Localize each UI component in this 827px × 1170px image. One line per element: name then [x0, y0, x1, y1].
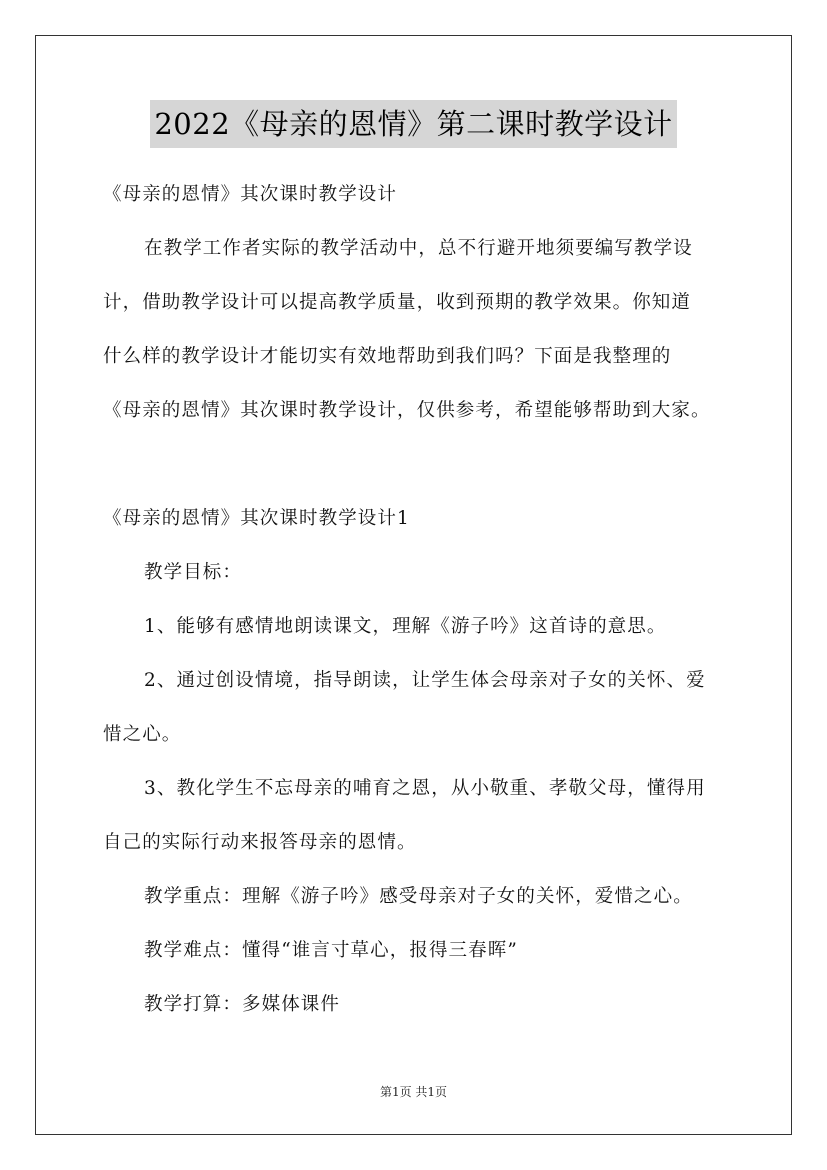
- objective-2-cont: 惜之心。: [103, 724, 182, 745]
- intro-line-2: 计，借助教学设计可以提高教学质量，收到预期的教学效果。你知道: [103, 292, 692, 313]
- objective-1: 1、能够有感情地朗读课文，理解《游子吟》这首诗的意思。: [144, 616, 667, 637]
- title-container: [0, 100, 827, 148]
- difficulty: 教学难点：懂得“谁言寸草心，报得三春晖”: [144, 940, 518, 961]
- subtitle-line: 《母亲的恩情》其次课时教学设计: [103, 184, 398, 205]
- objectives-heading: 教学目标：: [144, 562, 243, 583]
- section-heading: 《母亲的恩情》其次课时教学设计1: [103, 508, 410, 529]
- objective-3-cont: 自己的实际行动来报答母亲的恩情。: [103, 832, 417, 853]
- intro-line-1: 在教学工作者实际的教学活动中，总不行避开地须要编写教学设: [144, 238, 693, 259]
- intro-line-3: 什么样的教学设计才能切实有效地帮助到我们吗？下面是我整理的: [103, 346, 672, 367]
- preparation: 教学打算：多媒体课件: [144, 994, 341, 1015]
- intro-line-4: 《母亲的恩情》其次课时教学设计，仅供参考，希望能够帮助到大家。: [103, 400, 711, 421]
- key-point: 教学重点：理解《游子吟》感受母亲对子女的关怀，爱惜之心。: [144, 886, 693, 907]
- page-footer: 第1页 共1页: [379, 1085, 448, 1099]
- document-title: 2022《母亲的恩情》第二课时教学设计: [150, 100, 676, 148]
- objective-3: 3、教化学生不忘母亲的哺育之恩，从小敬重、孝敬父母，懂得用: [144, 778, 706, 799]
- objective-2: 2、通过创设情境，指导朗读，让学生体会母亲对子女的关怀、爱: [144, 670, 706, 691]
